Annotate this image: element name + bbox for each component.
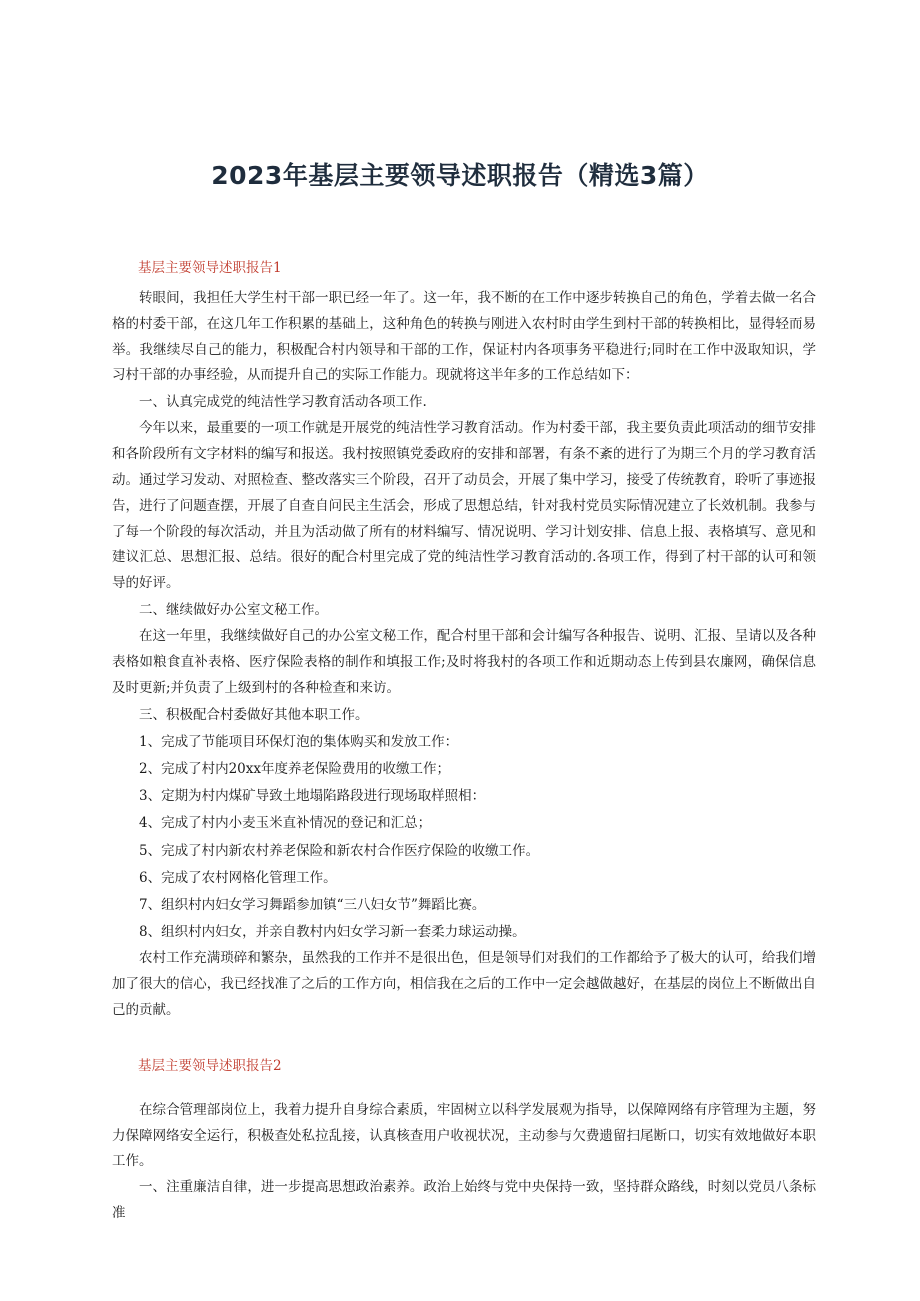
report-1-section-3-title: 三、积极配合村委做好其他本职工作。 (139, 706, 369, 723)
list-item: 5、完成了村内新农村养老保险和新农村合作医疗保险的收缴工作。 (139, 842, 540, 859)
report-1-closing: 农村工作充满琐碎和繁杂，虽然我的工作并不是很出色，但是领导们对我们的工作都给予了极大的认可，给我们增加了很大的信心，我已经找准了之后的工作方向，相信我在之后的工作中一定会越做越好，在基层的岗位上不断做出自己的贡献。 (112, 950, 816, 1018)
report-1-section-2-body: 在这一年里，我继续做好自己的办公室文秘工作，配合村里干部和会计编写各种报告、说明、汇报、呈请以及各种表格如粮食直补表格、医疗保险表格的制作和填报工作;及时将我村的各项工作和近期动态上传到县农廉网，确保信息及时更新;并负责了上级到村的各种检查和来访。 (112, 628, 816, 696)
list-item: 7、组织村内妇女学习舞蹈参加镇“三八妇女节”舞蹈比赛。 (139, 896, 486, 913)
work-item-list (112, 729, 816, 947)
list-item: 4、完成了村内小麦玉米直补情况的登记和汇总； (139, 815, 432, 832)
document-title: 2023年基层主要领导述职报告（精选3篇） (211, 161, 709, 190)
list-item: 8、组织村内妇女，并亲自教村内妇女学习新一套柔力球运动操。 (139, 924, 526, 941)
document-body (112, 258, 816, 1227)
report-2-heading: 基层主要领导述职报告2 (138, 1057, 282, 1074)
report-1-section-1-body: 今年以来，最重要的一项工作就是开展党的纯洁性学习教育活动。作为村委干部，我主要负责此项活动的细节安排和各阶段所有文字材料的编写和报送。我村按照镇党委政府的安排和部署，有条不紊的进行了为期三个月的学习教育活动。通过学习发动、对照检查、整改落实三个阶段，召开了动员会，开展了集中学习，接受了传统教育，聆听了事迹报告，进行了问题查摆，开展了自查自问民主生活会，形成了思想总结，针对我村党员实际情况建立了长效机制。我参与了每一个阶段的每次活动，并且为活动做了所有的材料编写、情况说明、学习计划安排、信息上报、表格填写、意见和建议汇总、思想汇报、总结。很好的配合村里完成了党的纯洁性学习教育活动的.各项工作，得到了村干部的认可和领导的好评。 (112, 420, 816, 592)
report-2-section-1-start: 一、注重廉洁自律，进一步提高思想政治素养。政治上始终与党中央保持一致，坚持群众路线，时刻以党员八条标准 (112, 1179, 816, 1221)
report-1-heading: 基层主要领导述职报告1 (138, 260, 282, 276)
report-1-section-2-title: 二、继续做好办公室文秘工作。 (139, 601, 328, 618)
list-item: 2、完成了村内20xx年度养老保险费用的收缴工作； (139, 760, 450, 777)
report-1-section-1-title: 一、认真完成党的纯洁性学习教育活动各项工作. (139, 394, 427, 411)
report-2-intro: 在综合管理部岗位上，我着力提升自身综合素质，牢固树立以科学发展观为指导，以保障网络有序管理为主题，努力保障网络安全运行，积极查处私拉乱接，认真核查用户收视状况，主动参与欠费遗留扫尾断口，切实有效地做好本职工作。 (112, 1101, 816, 1170)
report-1-intro: 转眼间，我担任大学生村干部一职已经一年了。这一年，我不断的在工作中逐步转换自己的角色，学着去做一名合格的村委干部，在这几年工作积累的基础上，这种角色的转换与刚进入农村时由学生到村干部的转换相比，显得轻而易举。我继续尽自己的能力，积极配合村内领导和干部的工作，保证村内各项事务平稳进行;同时在工作中汲取知识，学习村干部的办事经验，从而提升自己的实际工作能力。现就将这半年多的工作总结如下： (112, 290, 816, 384)
list-item: 1、完成了节能项目环保灯泡的集体购买和发放工作： (139, 733, 459, 750)
list-item: 6、完成了农村网格化管理工作。 (139, 869, 337, 886)
list-item: 3、定期为村内煤矿导致土地塌陷路段进行现场取样照相： (139, 788, 486, 805)
